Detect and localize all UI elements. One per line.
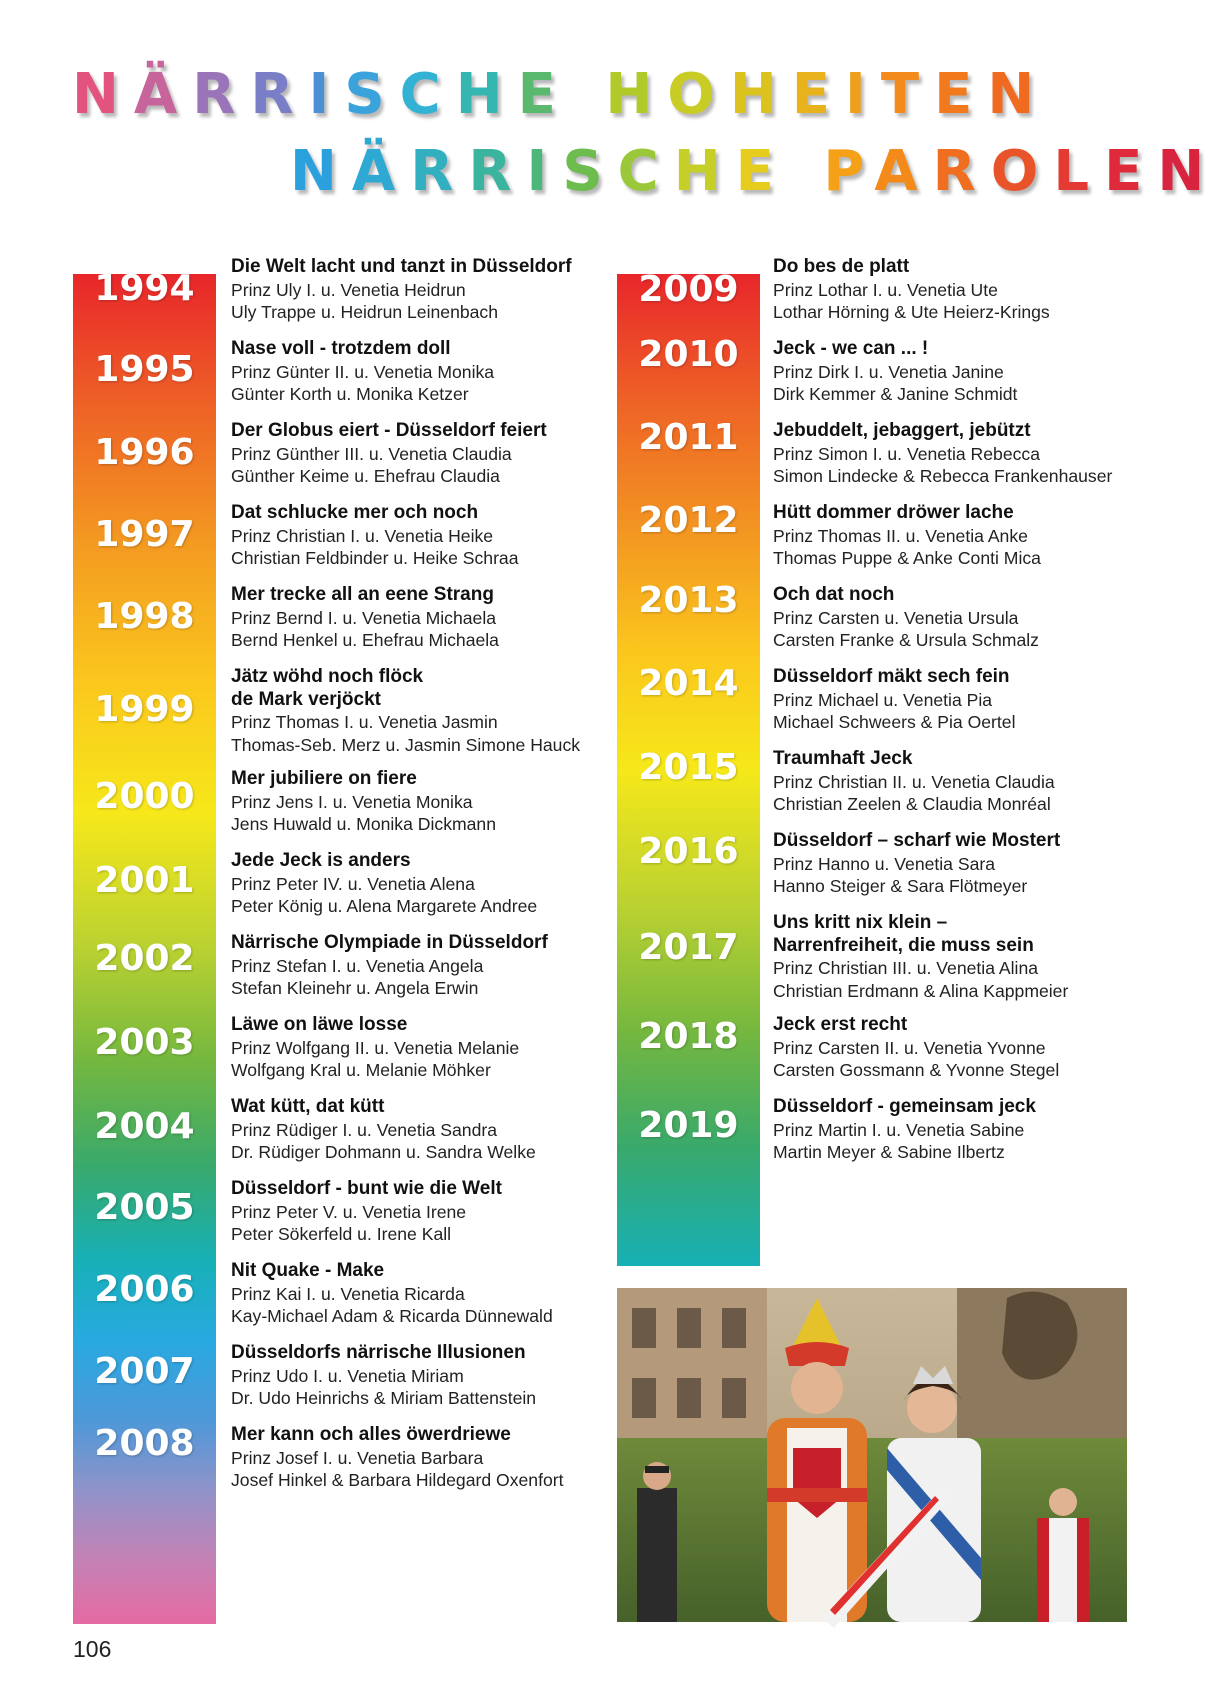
year-label: 2001 xyxy=(94,860,195,901)
couple-names: Bernd Henkel u. Ehefrau Michaela xyxy=(231,630,499,650)
motto-text: Och dat noch xyxy=(773,584,895,605)
couple-names: Christian Erdmann & Alina Kappmeier xyxy=(773,980,1069,1001)
couple-names: Josef Hinkel & Barbara Hildegard Oxenfort xyxy=(231,1470,564,1490)
couple-names: Thomas Puppe & Anke Conti Mica xyxy=(773,548,1041,568)
motto-text: Jeck - we can ... ! xyxy=(773,338,929,359)
motto-text: Düsseldorf mäkt sech fein xyxy=(773,666,1010,687)
couple-names: Kay-Michael Adam & Ricarda Dünnewald xyxy=(231,1306,553,1326)
carnival-prince-photo xyxy=(617,1288,1127,1622)
prince-title: Prinz Martin I. u. Venetia Sabine xyxy=(773,1119,1025,1140)
prince-title: Prinz Peter V. u. Venetia Irene xyxy=(231,1201,467,1222)
entry-block xyxy=(231,768,496,836)
couple-names: Günter Korth u. Monika Ketzer xyxy=(231,384,469,404)
entry-block xyxy=(773,748,1055,816)
year-label: 2014 xyxy=(638,663,739,704)
couple-names: Uly Trappe u. Heidrun Leinenbach xyxy=(231,302,499,322)
entry-block xyxy=(773,830,1060,898)
entry-block xyxy=(773,1014,1059,1082)
motto-text: Die Welt lacht und tanzt in Düsseldorf xyxy=(231,256,572,277)
prince-title: Prinz Christian I. u. Venetia Heike xyxy=(231,525,494,546)
prince-title: Prinz Jens I. u. Venetia Monika xyxy=(231,791,473,812)
page-number: 106 xyxy=(73,1636,112,1662)
entry-block xyxy=(231,502,519,570)
year-label: 2004 xyxy=(94,1106,195,1147)
year-label: 1995 xyxy=(94,349,195,390)
year-label: 2006 xyxy=(94,1269,195,1310)
entry-block xyxy=(773,338,1017,406)
motto-text: Jede Jeck is anders xyxy=(231,850,411,871)
prince-title: Prinz Simon I. u. Venetia Rebecca xyxy=(773,443,1040,464)
motto-text: Mer kann och alles öwerdriewe xyxy=(231,1424,511,1445)
motto-text: Uns kritt nix klein – xyxy=(773,912,948,933)
year-label: 2008 xyxy=(94,1423,195,1464)
entry-block xyxy=(231,1014,519,1082)
couple-names: Jens Huwald u. Monika Dickmann xyxy=(231,814,496,834)
year-label: 2002 xyxy=(94,938,195,979)
motto-text: Der Globus eiert - Düsseldorf feiert xyxy=(231,420,547,441)
prince-title: Prinz Rüdiger I. u. Venetia Sandra xyxy=(231,1119,498,1140)
prince-title: Prinz Günther III. u. Venetia Claudia xyxy=(231,443,512,464)
entry-block xyxy=(773,256,1050,324)
year-label: 2007 xyxy=(94,1351,195,1392)
entry-block xyxy=(231,584,499,652)
prince-title: Prinz Christian II. u. Venetia Claudia xyxy=(773,771,1055,792)
year-label: 2015 xyxy=(638,747,739,788)
prince-title: Prinz Carsten II. u. Venetia Yvonne xyxy=(773,1037,1046,1058)
entry-block xyxy=(231,666,580,756)
motto-text: Närrische Olympiade in Düsseldorf xyxy=(231,932,548,953)
prince-title: Prinz Josef I. u. Venetia Barbara xyxy=(231,1447,484,1468)
motto-text: Traumhaft Jeck xyxy=(773,748,913,769)
prince-title: Prinz Thomas I. u. Venetia Jasmin xyxy=(231,712,498,732)
entry-block xyxy=(773,502,1041,570)
prince-title: Prinz Dirk I. u. Venetia Janine xyxy=(773,361,1004,382)
year-label: 1996 xyxy=(94,432,195,473)
motto-text: Narrenfreiheit, die muss sein xyxy=(773,934,1034,956)
year-label: 1997 xyxy=(94,514,195,555)
motto-text: Hütt dommer dröwer lache xyxy=(773,502,1014,523)
prince-title: Prinz Christian III. u. Venetia Alina xyxy=(773,958,1039,978)
motto-text: Nit Quake - Make xyxy=(231,1260,385,1281)
motto-text: Düsseldorf - bunt wie die Welt xyxy=(231,1178,502,1199)
couple-names: Michael Schweers & Pia Oertel xyxy=(773,712,1016,732)
motto-text: Mer jubiliere on fiere xyxy=(231,768,417,789)
motto-text: Jeck erst recht xyxy=(773,1014,908,1035)
couple-names: Christian Feldbinder u. Heike Schraa xyxy=(231,548,519,568)
entry-block xyxy=(231,1424,564,1492)
year-label: 2017 xyxy=(638,927,739,968)
entry-block xyxy=(231,420,547,488)
prince-title: Prinz Lothar I. u. Venetia Ute xyxy=(773,279,998,300)
entry-block xyxy=(231,256,572,324)
couple-names: Stefan Kleinehr u. Angela Erwin xyxy=(231,978,479,998)
motto-text: Wat kütt, dat kütt xyxy=(231,1096,385,1117)
motto-text: Jebuddelt, jebaggert, jebützt xyxy=(773,420,1031,441)
year-label: 2011 xyxy=(638,417,739,458)
couple-names: Peter König u. Alena Margarete Andree xyxy=(231,896,538,916)
entry-block xyxy=(773,584,1039,652)
year-label: 1998 xyxy=(94,596,195,637)
prince-title: Prinz Stefan I. u. Venetia Angela xyxy=(231,955,484,976)
year-label: 2003 xyxy=(94,1022,195,1063)
couple-names: Martin Meyer & Sabine Ilbertz xyxy=(773,1142,1005,1162)
couple-names: Thomas-Seb. Merz u. Jasmin Simone Hauck xyxy=(231,734,581,755)
year-label: 2012 xyxy=(638,500,739,541)
motto-text: Do bes de platt xyxy=(773,256,910,277)
motto-text: Jätz wöhd noch flöck xyxy=(231,666,424,687)
title-line-1: NÄRRISCHE HOHEITEN xyxy=(72,62,1050,127)
entry-block xyxy=(231,850,537,918)
year-label: 1999 xyxy=(94,689,195,730)
year-label: 2018 xyxy=(638,1016,739,1057)
couple-names: Carsten Franke & Ursula Schmalz xyxy=(773,630,1039,650)
entry-block xyxy=(773,1096,1036,1164)
year-label: 2005 xyxy=(94,1187,195,1228)
couple-names: Peter Sökerfeld u. Irene Kall xyxy=(231,1224,452,1244)
couple-names: Günther Keime u. Ehefrau Claudia xyxy=(231,466,500,486)
title-line-2: NÄRRISCHE PAROLEN xyxy=(290,139,1219,204)
year-label: 2009 xyxy=(638,269,739,310)
motto-text: de Mark verjöckt xyxy=(231,688,381,710)
year-label: 2019 xyxy=(638,1105,739,1146)
entry-block xyxy=(231,1260,553,1328)
year-label: 2016 xyxy=(638,831,739,872)
prince-title: Prinz Carsten u. Venetia Ursula xyxy=(773,607,1019,628)
motto-text: Dat schlucke mer och noch xyxy=(231,502,479,523)
prince-title: Prinz Michael u. Venetia Pia xyxy=(773,689,993,710)
entry-block xyxy=(773,912,1068,1002)
couple-names: Lothar Hörning & Ute Heierz-Krings xyxy=(773,302,1050,322)
motto-text: Läwe on läwe losse xyxy=(231,1014,408,1035)
couple-names: Christian Zeelen & Claudia Monréal xyxy=(773,794,1051,814)
prince-title: Prinz Bernd I. u. Venetia Michaela xyxy=(231,607,497,628)
entry-block xyxy=(231,338,494,406)
couple-names: Simon Lindecke & Rebecca Frankenhauser xyxy=(773,466,1113,486)
year-label: 2000 xyxy=(94,776,195,817)
prince-title: Prinz Kai I. u. Venetia Ricarda xyxy=(231,1283,465,1304)
couple-names: Wolfgang Kral u. Melanie Möhker xyxy=(231,1060,491,1080)
year-label: 2013 xyxy=(638,580,739,621)
couple-names: Carsten Gossmann & Yvonne Stegel xyxy=(773,1060,1060,1080)
prince-title: Prinz Thomas II. u. Venetia Anke xyxy=(773,525,1028,546)
year-label: 1994 xyxy=(94,268,195,309)
motto-text: Düsseldorf - gemeinsam jeck xyxy=(773,1096,1036,1117)
entry-block xyxy=(231,1096,536,1164)
prince-title: Prinz Wolfgang II. u. Venetia Melanie xyxy=(231,1037,520,1058)
prince-title: Prinz Peter IV. u. Venetia Alena xyxy=(231,873,475,894)
entry-block xyxy=(231,932,548,1000)
couple-names: Dr. Rüdiger Dohmann u. Sandra Welke xyxy=(231,1142,536,1162)
entry-block xyxy=(231,1178,502,1246)
entry-block xyxy=(773,420,1112,488)
couple-names: Hanno Steiger & Sara Flötmeyer xyxy=(773,876,1028,896)
motto-text: Düsseldorfs närrische Illusionen xyxy=(231,1342,526,1363)
motto-text: Mer trecke all an eene Strang xyxy=(231,584,494,605)
couple-names: Dr. Udo Heinrichs & Miriam Battenstein xyxy=(231,1388,537,1408)
year-label: 2010 xyxy=(638,334,739,375)
couple-names: Dirk Kemmer & Janine Schmidt xyxy=(773,384,1018,404)
prince-title: Prinz Uly I. u. Venetia Heidrun xyxy=(231,279,466,300)
prince-title: Prinz Günter II. u. Venetia Monika xyxy=(231,361,495,382)
motto-text: Düsseldorf – scharf wie Mostert xyxy=(773,830,1061,851)
motto-text: Nase voll - trotzdem doll xyxy=(231,338,451,359)
entry-block xyxy=(231,1342,536,1410)
prince-title: Prinz Udo I. u. Venetia Miriam xyxy=(231,1365,464,1386)
prince-title: Prinz Hanno u. Venetia Sara xyxy=(773,853,996,874)
entry-block xyxy=(773,666,1016,734)
